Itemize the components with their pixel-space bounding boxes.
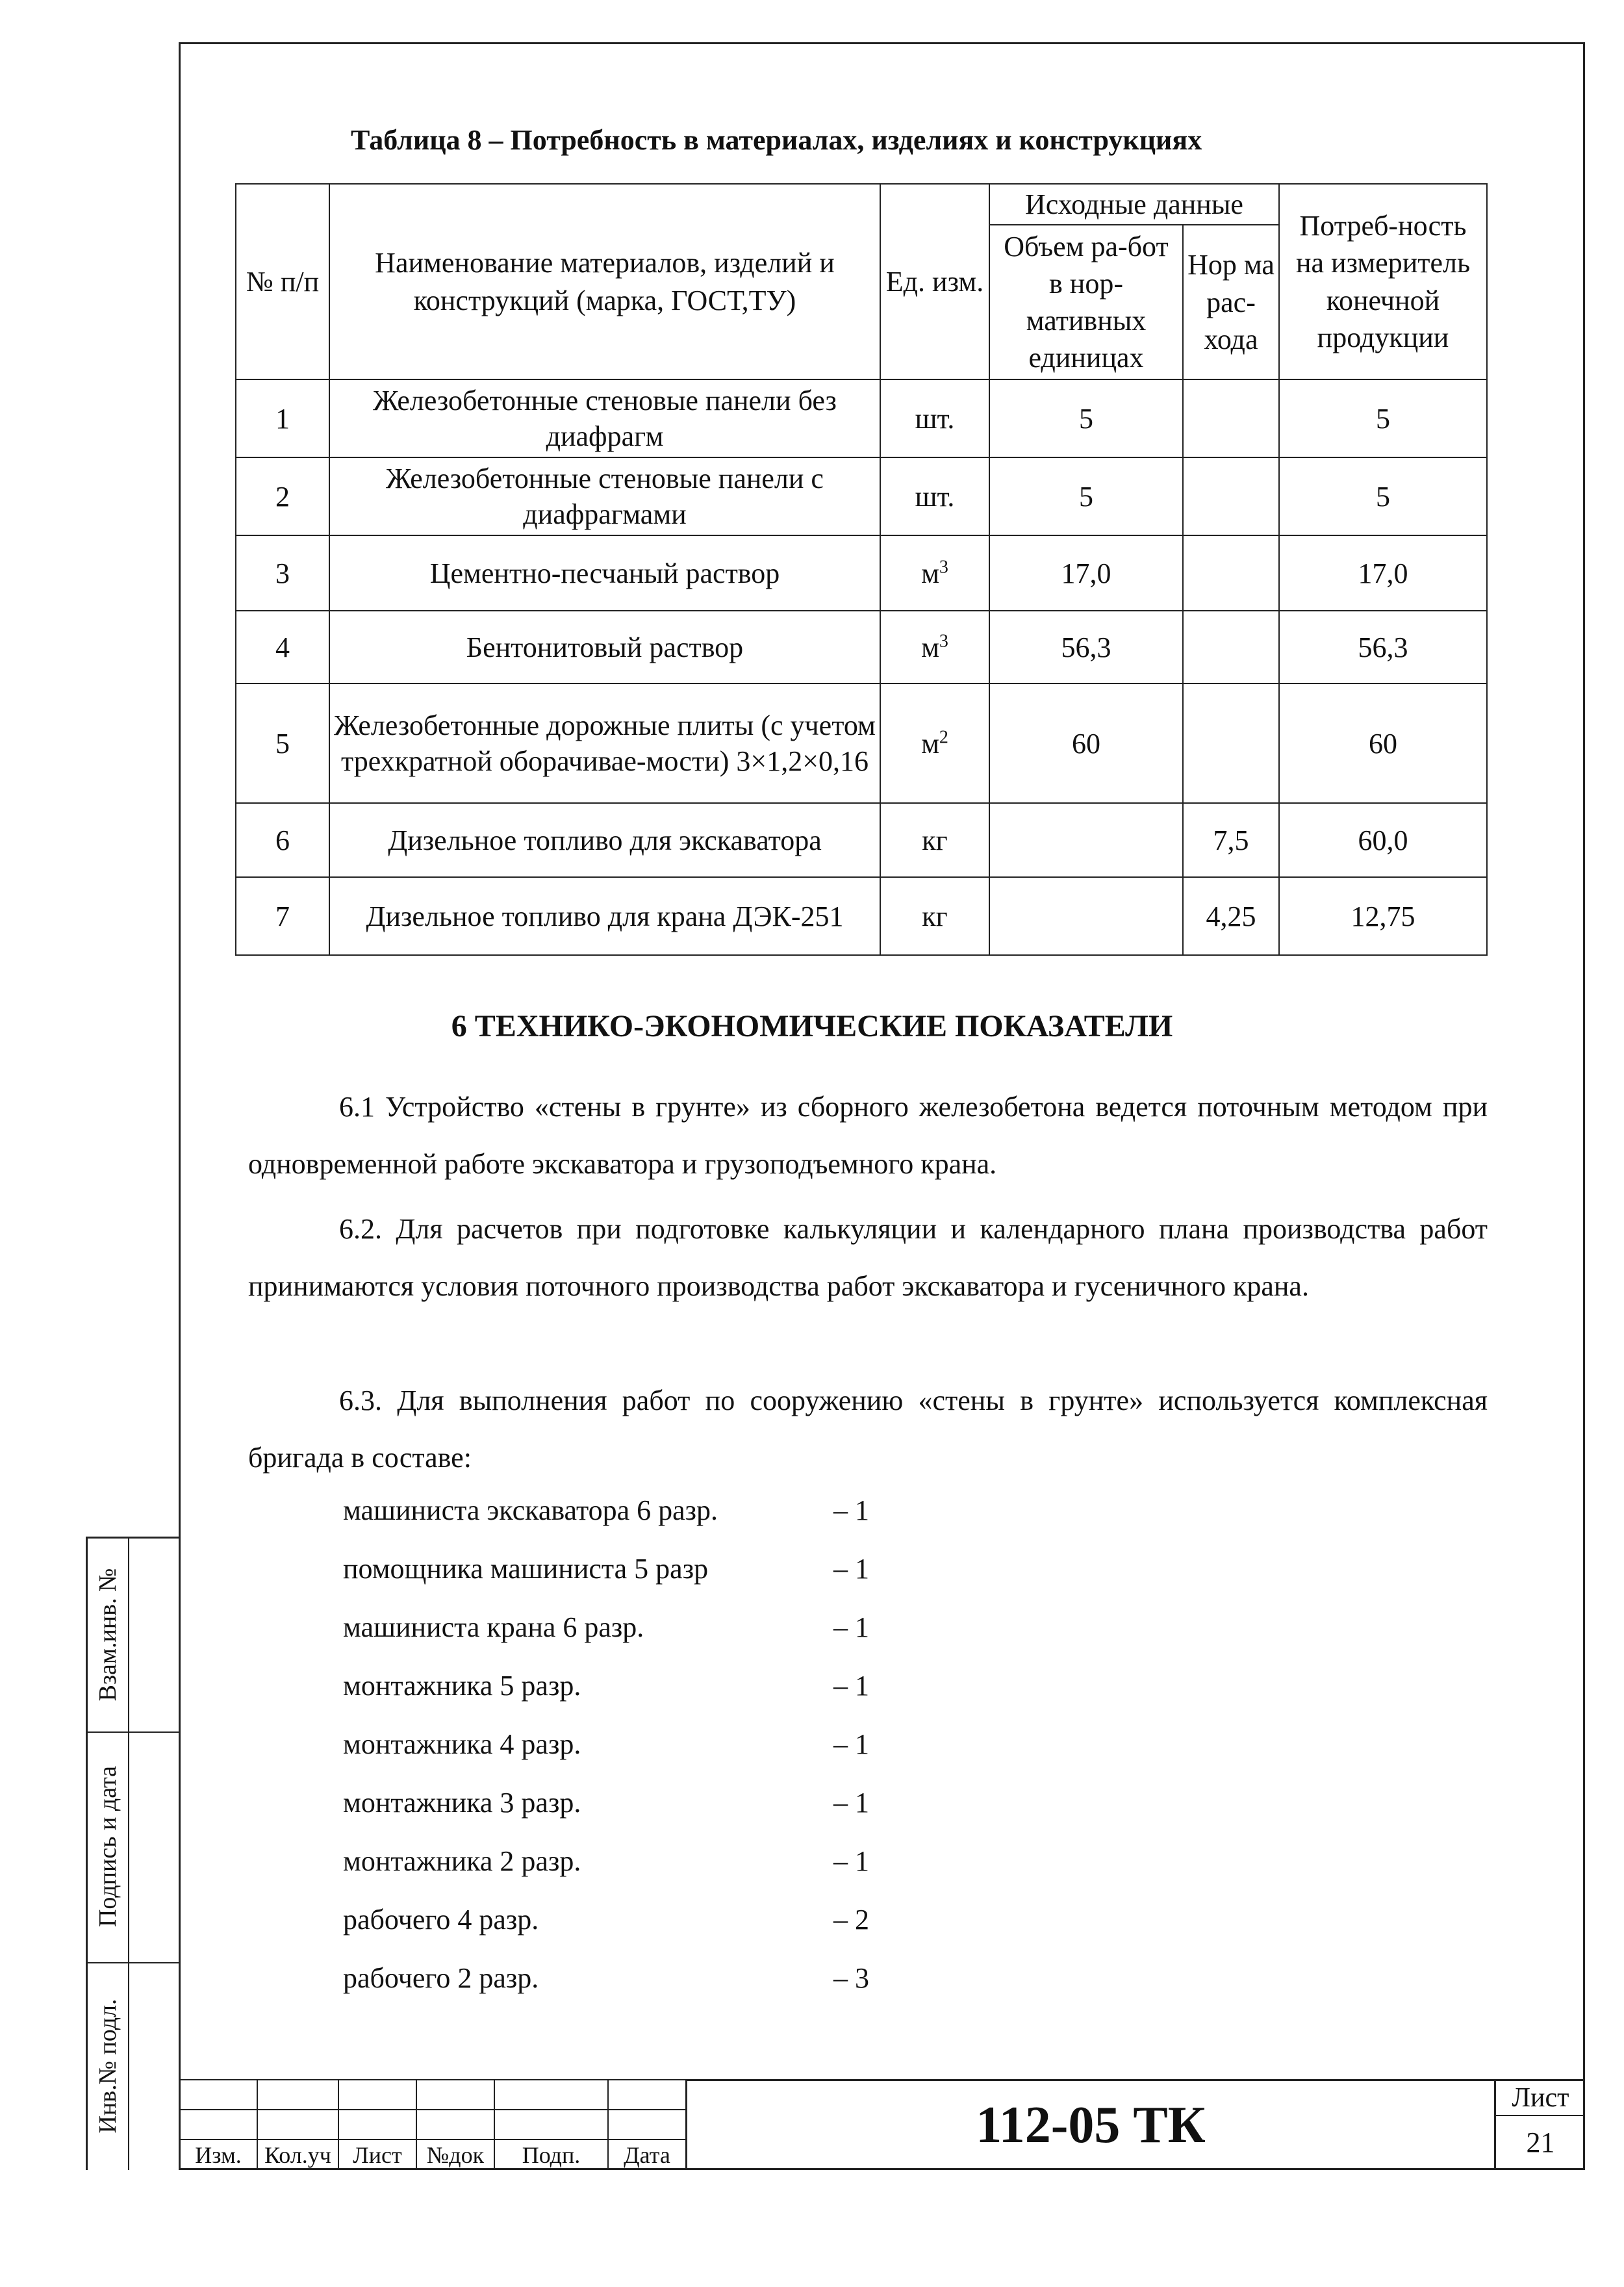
table-title: Таблица 8 – Потребность в материалах, изделиях и конструкциях xyxy=(351,124,1202,156)
sheet-label: Лист xyxy=(1496,2081,1585,2116)
header-norm: Нор ма рас-хода xyxy=(1183,225,1279,379)
cell-norm: 4,25 xyxy=(1183,877,1279,955)
unit-sup: 2 xyxy=(939,726,948,747)
unit-text: м xyxy=(921,557,939,589)
tb-label-date: Дата xyxy=(608,2140,686,2169)
cell-volume: 5 xyxy=(989,457,1183,535)
crew-role: машиниста экскаватора 6 разр. xyxy=(343,1494,718,1526)
cell-volume: 17,0 xyxy=(989,535,1183,611)
paragraph xyxy=(248,1372,1488,1487)
cell-num: 5 xyxy=(236,684,329,803)
crew-count: – 1 xyxy=(833,1553,869,1585)
cell-norm: 7,5 xyxy=(1183,803,1279,877)
list-item xyxy=(343,1598,928,1657)
cell-volume: 5 xyxy=(989,379,1183,457)
cell-unit xyxy=(880,535,989,611)
tb-label-doc: №док xyxy=(416,2140,494,2169)
tb-label-change: Изм. xyxy=(179,2140,257,2169)
document-code: 112-05 ТК xyxy=(685,2079,1494,2170)
crew-list xyxy=(343,1481,928,2008)
header-num: № п/п xyxy=(236,184,329,379)
list-item xyxy=(343,1774,928,1832)
cell-num: 4 xyxy=(236,611,329,684)
crew-count: – 1 xyxy=(833,1611,869,1643)
section-heading: 6 ТЕХНИКО-ЭКОНОМИЧЕСКИЕ ПОКАЗАТЕЛИ xyxy=(451,1009,1173,1043)
list-item xyxy=(343,1481,928,1540)
crew-role: монтажника 3 разр. xyxy=(343,1787,581,1819)
cell-name: Железобетонные стеновые панели без диафрагм xyxy=(329,379,880,457)
cell-unit xyxy=(880,877,989,955)
list-item xyxy=(343,1832,928,1891)
stamp-divider xyxy=(128,1539,129,2170)
crew-count: – 3 xyxy=(833,1962,869,1994)
cell-num: 7 xyxy=(236,877,329,955)
paragraph-text: 6.1 Устройство «стены в грунте» из сборного железобетона ведется поточным методом при одновременной работе экскаватора и грузоподъемного крана. xyxy=(248,1091,1488,1180)
header-source-group: Исходные данные xyxy=(989,184,1279,225)
header-demand: Потреб-ность на измеритель конечной продукции xyxy=(1279,184,1487,379)
cell-demand: 60,0 xyxy=(1279,803,1487,877)
crew-count: – 1 xyxy=(833,1845,869,1877)
cell-norm xyxy=(1183,535,1279,611)
cell-unit xyxy=(880,684,989,803)
crew-role: машиниста крана 6 разр. xyxy=(343,1611,644,1643)
list-item xyxy=(343,1949,928,2008)
cell-volume xyxy=(989,803,1183,877)
list-item xyxy=(343,1891,928,1949)
cell-num: 1 xyxy=(236,379,329,457)
sheet-number: 21 xyxy=(1526,2127,1555,2158)
table-row xyxy=(236,684,1487,803)
cell-name: Дизельное топливо для экскаватора xyxy=(329,803,880,877)
cell-norm xyxy=(1183,457,1279,535)
cell-demand: 12,75 xyxy=(1279,877,1487,955)
cell-volume: 56,3 xyxy=(989,611,1183,684)
list-item xyxy=(343,1540,928,1598)
header-volume: Объем ра-бот в нор-мативных единицах xyxy=(989,225,1183,379)
paragraph xyxy=(248,1079,1488,1193)
header-name: Наименование материалов, изделий и конструкций (марка, ГОСТ,ТУ) xyxy=(329,184,880,379)
crew-count: – 1 xyxy=(833,1787,869,1819)
header-unit: Ед. изм. xyxy=(880,184,989,379)
cell-demand: 60 xyxy=(1279,684,1487,803)
tb-label-count: Кол.уч xyxy=(257,2140,338,2169)
cell-name: Бентонитовый раствор xyxy=(329,611,880,684)
crew-role: рабочего 4 разр. xyxy=(343,1904,539,1936)
crew-role: монтажника 5 разр. xyxy=(343,1670,581,1702)
stamp-sign-date: Подпись и дата xyxy=(94,1765,121,1928)
paragraph-text: 6.3. Для выполнения работ по сооружению «стены в грунте» используется комплексная бригада в составе: xyxy=(248,1385,1488,1474)
tb-label-sheet: Лист xyxy=(338,2140,416,2169)
crew-role: рабочего 2 разр. xyxy=(343,1962,539,1994)
cell-num: 6 xyxy=(236,803,329,877)
crew-role: помощника машиниста 5 разр xyxy=(343,1553,709,1585)
cell-name: Дизельное топливо для крана ДЭК-251 xyxy=(329,877,880,955)
cell-demand: 5 xyxy=(1279,457,1487,535)
cell-norm xyxy=(1183,684,1279,803)
title-block xyxy=(179,2079,1585,2170)
unit-sup: 3 xyxy=(939,630,948,651)
cell-unit xyxy=(880,379,989,457)
unit-text: кг xyxy=(922,824,948,856)
paragraph-text: 6.2. Для расчетов при подготовке калькуляции и календарного плана производства работ принимаются условия поточного производства работ экскаватора и гусеничного крана. xyxy=(248,1213,1488,1302)
cell-name: Железобетонные стеновые панели с диафрагмами xyxy=(329,457,880,535)
cell-unit xyxy=(880,611,989,684)
crew-count: – 1 xyxy=(833,1728,869,1760)
stamp-orig-inv: Инв.№ подл. xyxy=(94,1999,121,2134)
stamp-divider xyxy=(88,1962,181,1963)
materials-table xyxy=(235,183,1488,956)
stamp-replace-inv: Взам.инв. № xyxy=(94,1568,121,1702)
table-row xyxy=(236,457,1487,535)
table-row xyxy=(236,877,1487,955)
cell-unit xyxy=(880,457,989,535)
cell-demand: 56,3 xyxy=(1279,611,1487,684)
cell-name: Цементно-песчаный раствор xyxy=(329,535,880,611)
crew-count: – 2 xyxy=(833,1904,869,1936)
crew-role: монтажника 4 разр. xyxy=(343,1728,581,1760)
cell-unit xyxy=(880,803,989,877)
unit-sup: 3 xyxy=(939,556,948,577)
stamp-divider xyxy=(88,1731,181,1733)
cell-num: 2 xyxy=(236,457,329,535)
crew-count: – 1 xyxy=(833,1494,869,1526)
unit-text: м xyxy=(921,727,939,760)
cell-num: 3 xyxy=(236,535,329,611)
crew-count: – 1 xyxy=(833,1670,869,1702)
list-item xyxy=(343,1715,928,1774)
list-item xyxy=(343,1657,928,1715)
sheet-box xyxy=(1494,2079,1585,2170)
table-row xyxy=(236,803,1487,877)
table-row xyxy=(236,611,1487,684)
cell-norm xyxy=(1183,611,1279,684)
unit-text: шт. xyxy=(915,402,955,435)
cell-volume xyxy=(989,877,1183,955)
cell-norm xyxy=(1183,379,1279,457)
unit-text: м xyxy=(921,631,939,663)
cell-name: Железобетонные дорожные плиты (с учетом трехкратной оборачивае-мости) 3×1,2×0,16 xyxy=(329,684,880,803)
cell-volume: 60 xyxy=(989,684,1183,803)
table-row xyxy=(236,379,1487,457)
title-block-grid xyxy=(179,2079,687,2170)
table-row xyxy=(236,535,1487,611)
paragraph xyxy=(248,1201,1488,1315)
tb-label-signature: Подп. xyxy=(494,2140,608,2169)
unit-text: кг xyxy=(922,900,948,932)
cell-demand: 17,0 xyxy=(1279,535,1487,611)
unit-text: шт. xyxy=(915,480,955,513)
side-stamp xyxy=(86,1537,179,2170)
crew-role: монтажника 2 разр. xyxy=(343,1845,581,1877)
cell-demand: 5 xyxy=(1279,379,1487,457)
